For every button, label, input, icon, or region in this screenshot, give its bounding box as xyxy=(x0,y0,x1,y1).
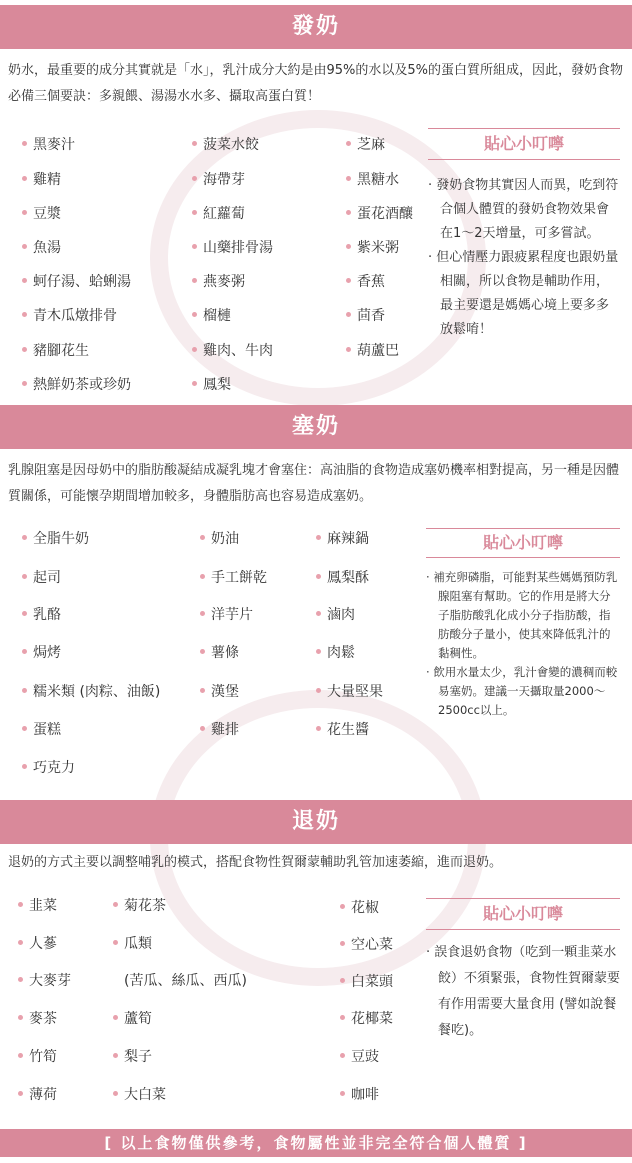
tip-text xyxy=(428,174,620,342)
list-item: 紫米粥 xyxy=(346,237,399,257)
bullet-dot-icon xyxy=(18,1053,23,1058)
tip-paragraph: · 飲用水量太少，乳汁會變的濃稠而較易塞奶。建議一天攝取量2000～2500cc以上。 xyxy=(426,665,618,717)
list-item: 人蔘 xyxy=(18,933,57,953)
bullet-dot-icon xyxy=(340,978,345,983)
bullet-dot-icon xyxy=(113,1091,118,1096)
list-item: 竹筍 xyxy=(18,1046,57,1066)
bullet-dot-icon xyxy=(316,649,321,654)
bullet-dot-icon xyxy=(200,574,205,579)
bullet-dot-icon xyxy=(22,141,27,146)
list-item: 蛋花酒釀 xyxy=(346,203,413,223)
bracket-left-icon: [ xyxy=(104,1134,114,1152)
list-item: 大麥芽 xyxy=(18,970,71,990)
bullet-dot-icon xyxy=(346,244,351,249)
list-item: 紅蘿蔔 xyxy=(192,203,245,223)
bullet-dot-icon xyxy=(18,940,23,945)
bullet-dot-icon xyxy=(340,941,345,946)
list-item: 黑糖水 xyxy=(346,169,399,189)
list-item: 咖啡 xyxy=(340,1084,379,1104)
list-item: 全脂牛奶 xyxy=(22,528,89,548)
bullet-dot-icon xyxy=(200,649,205,654)
list-item: 漢堡 xyxy=(200,681,239,701)
section-intro-milk-boost: 奶水，最重要的成分其實就是「水」，乳汁成分大約是由95%的水以及5%的蛋白質所組成，因此，發奶食物必備三個要訣：多親餵、湯湯水水多、攝取高蛋白質！ xyxy=(8,63,624,104)
bullet-dot-icon xyxy=(18,902,23,907)
list-item: 蚵仔湯、蛤蜊湯 xyxy=(22,271,131,291)
bullet-dot-icon xyxy=(22,244,27,249)
section-band-milk-boost: 發奶 xyxy=(0,5,632,49)
list-item: 熱鮮奶茶或珍奶 xyxy=(22,374,131,394)
list-item: 鳳梨酥 xyxy=(316,567,369,587)
bullet-dot-icon xyxy=(346,210,351,215)
bullet-dot-icon xyxy=(340,1053,345,1058)
bullet-dot-icon xyxy=(192,141,197,146)
footer-disclaimer xyxy=(0,1129,632,1157)
list-item: 山藥排骨湯 xyxy=(192,237,273,257)
list-item: 滷肉 xyxy=(316,604,355,624)
section-band-clogged: 塞奶 xyxy=(0,405,632,449)
list-item: 菠菜水餃 xyxy=(192,134,259,154)
tip-box-weaning xyxy=(426,898,620,1044)
list-item: 麥茶 xyxy=(18,1008,57,1028)
list-item: 大量堅果 xyxy=(316,681,383,701)
list-item: 韭菜 xyxy=(18,895,57,915)
bullet-dot-icon xyxy=(22,535,27,540)
bullet-dot-icon xyxy=(316,535,321,540)
list-item: 洋芋片 xyxy=(200,604,253,624)
tip-box-clogged xyxy=(426,528,620,720)
bullet-dot-icon xyxy=(113,1053,118,1058)
tip-title: 貼心小叮嚀 xyxy=(426,528,620,558)
section-band-weaning: 退奶 xyxy=(0,800,632,844)
bullet-dot-icon xyxy=(346,176,351,181)
list-item: 豬腳花生 xyxy=(22,340,89,360)
bullet-dot-icon xyxy=(18,1015,23,1020)
bullet-dot-icon xyxy=(22,574,27,579)
bullet-dot-icon xyxy=(346,347,351,352)
bullet-dot-icon xyxy=(18,977,23,982)
list-item: 雞排 xyxy=(200,719,239,739)
list-item: 茴香 xyxy=(346,305,385,325)
list-item: 豆漿 xyxy=(22,203,61,223)
bracket-right-icon: ] xyxy=(518,1134,528,1152)
tip-paragraph: · 但心情壓力跟疲累程度也跟奶量相關，所以食物是輔助作用，最主要還是媽媽心境上要多多放鬆唷！ xyxy=(428,250,619,337)
bullet-dot-icon xyxy=(22,347,27,352)
bullet-dot-icon xyxy=(340,1015,345,1020)
list-item: 薯條 xyxy=(200,642,239,662)
list-item: 榴槤 xyxy=(192,305,231,325)
bullet-dot-icon xyxy=(192,210,197,215)
list-item: 奶油 xyxy=(200,528,239,548)
list-item: 海帶芽 xyxy=(192,169,245,189)
bullet-dot-icon xyxy=(113,902,118,907)
bullet-dot-icon xyxy=(316,574,321,579)
bullet-dot-icon xyxy=(22,381,27,386)
list-item: 花椒 xyxy=(340,897,379,917)
bullet-dot-icon xyxy=(200,688,205,693)
list-item: 空心菜 xyxy=(340,934,393,954)
bullet-dot-icon xyxy=(113,1015,118,1020)
bullet-dot-icon xyxy=(316,611,321,616)
tip-paragraph: · 誤食退奶食物（吃到一顆韭菜水餃）不須緊張，食物性賀爾蒙要有作用需要大量食用 (譬如說餐餐吃)。 xyxy=(426,945,621,1038)
list-item: 大白菜 xyxy=(113,1084,166,1104)
bullet-dot-icon xyxy=(113,940,118,945)
list-item: 乳酪 xyxy=(22,604,61,624)
tip-text xyxy=(426,940,620,1044)
bullet-dot-icon xyxy=(22,210,27,215)
bullet-dot-icon xyxy=(22,278,27,283)
list-item: 肉鬆 xyxy=(316,642,355,662)
list-item: 起司 xyxy=(22,567,61,587)
tip-title: 貼心小叮嚀 xyxy=(426,898,620,930)
section-intro-weaning: 退奶的方式主要以調整哺乳的模式，搭配食物性賀爾蒙輔助乳管加速萎縮，進而退奶。 xyxy=(8,855,503,870)
section-intro-clogged: 乳腺阻塞是因母奶中的脂肪酸凝結成凝乳塊才會塞住：高油脂的食物造成塞奶機率相對提高，另一種是因體質關係，可能懷孕期間增加較多，身體脂肪高也容易造成塞奶。 xyxy=(8,463,620,504)
bullet-dot-icon xyxy=(316,726,321,731)
bullet-dot-icon xyxy=(340,904,345,909)
tip-paragraph: · 補充卵磷脂，可能對某些媽媽預防乳腺阻塞有幫助。它的作用是將大分子脂肪酸乳化成小分子指肪酸，指肪酸分子量小，使其來降低乳汁的黏稠性。 xyxy=(426,570,618,660)
list-item: 燕麥粥 xyxy=(192,271,245,291)
bullet-dot-icon xyxy=(192,278,197,283)
bullet-dot-icon xyxy=(316,688,321,693)
bullet-dot-icon xyxy=(200,726,205,731)
list-item: 鳳梨 xyxy=(192,374,231,394)
bullet-dot-icon xyxy=(22,649,27,654)
bullet-dot-icon xyxy=(22,688,27,693)
list-item: 糯米類 (肉粽、油飯) xyxy=(22,681,160,701)
list-item: 薄荷 xyxy=(18,1084,57,1104)
tip-box-milk-boost xyxy=(428,128,620,342)
footer-text: 以上食物僅供參考，食物屬性並非完全符合個人體質 xyxy=(120,1134,512,1152)
bullet-dot-icon xyxy=(346,312,351,317)
list-item: 花生醬 xyxy=(316,719,369,739)
bullet-dot-icon xyxy=(200,611,205,616)
bullet-dot-icon xyxy=(22,176,27,181)
list-item: 菊花茶 xyxy=(113,895,166,915)
list-item: 魚湯 xyxy=(22,237,61,257)
list-item: 蛋糕 xyxy=(22,719,61,739)
list-item: 梨子 xyxy=(113,1046,152,1066)
list-item: (苦瓜、絲瓜、西瓜) xyxy=(124,973,247,989)
list-item: 雞精 xyxy=(22,169,61,189)
bullet-dot-icon xyxy=(192,312,197,317)
list-item: 瓜類 xyxy=(113,933,152,953)
list-item: 麻辣鍋 xyxy=(316,528,369,548)
bullet-dot-icon xyxy=(340,1091,345,1096)
list-item: 雞肉、牛肉 xyxy=(192,340,273,360)
list-item: 青木瓜燉排骨 xyxy=(22,305,117,325)
list-item: 香蕉 xyxy=(346,271,385,291)
bullet-dot-icon xyxy=(200,535,205,540)
bullet-dot-icon xyxy=(192,347,197,352)
list-item: 芝麻 xyxy=(346,134,385,154)
list-item: 巧克力 xyxy=(22,757,75,777)
bullet-dot-icon xyxy=(192,176,197,181)
list-item: 豆豉 xyxy=(340,1046,379,1066)
list-item: 黑麥汁 xyxy=(22,134,75,154)
list-item: 蘆筍 xyxy=(113,1008,152,1028)
list-item: 焗烤 xyxy=(22,642,61,662)
bullet-dot-icon xyxy=(22,312,27,317)
bullet-dot-icon xyxy=(192,381,197,386)
tip-title: 貼心小叮嚀 xyxy=(428,128,620,160)
bullet-dot-icon xyxy=(18,1091,23,1096)
tip-text xyxy=(426,568,620,720)
list-item: 葫蘆巴 xyxy=(346,340,399,360)
bullet-dot-icon xyxy=(22,611,27,616)
bullet-dot-icon xyxy=(22,726,27,731)
bullet-dot-icon xyxy=(192,244,197,249)
list-item: 手工餅乾 xyxy=(200,567,267,587)
tip-paragraph: · 發奶食物其實因人而異，吃到符合個人體質的發奶食物效果會在1～2天增量，可多嘗試。 xyxy=(428,178,619,241)
list-item: 花椰菜 xyxy=(340,1008,393,1028)
bullet-dot-icon xyxy=(346,141,351,146)
bullet-dot-icon xyxy=(346,278,351,283)
bullet-dot-icon xyxy=(22,764,27,769)
list-item: 白菜頭 xyxy=(340,971,393,991)
